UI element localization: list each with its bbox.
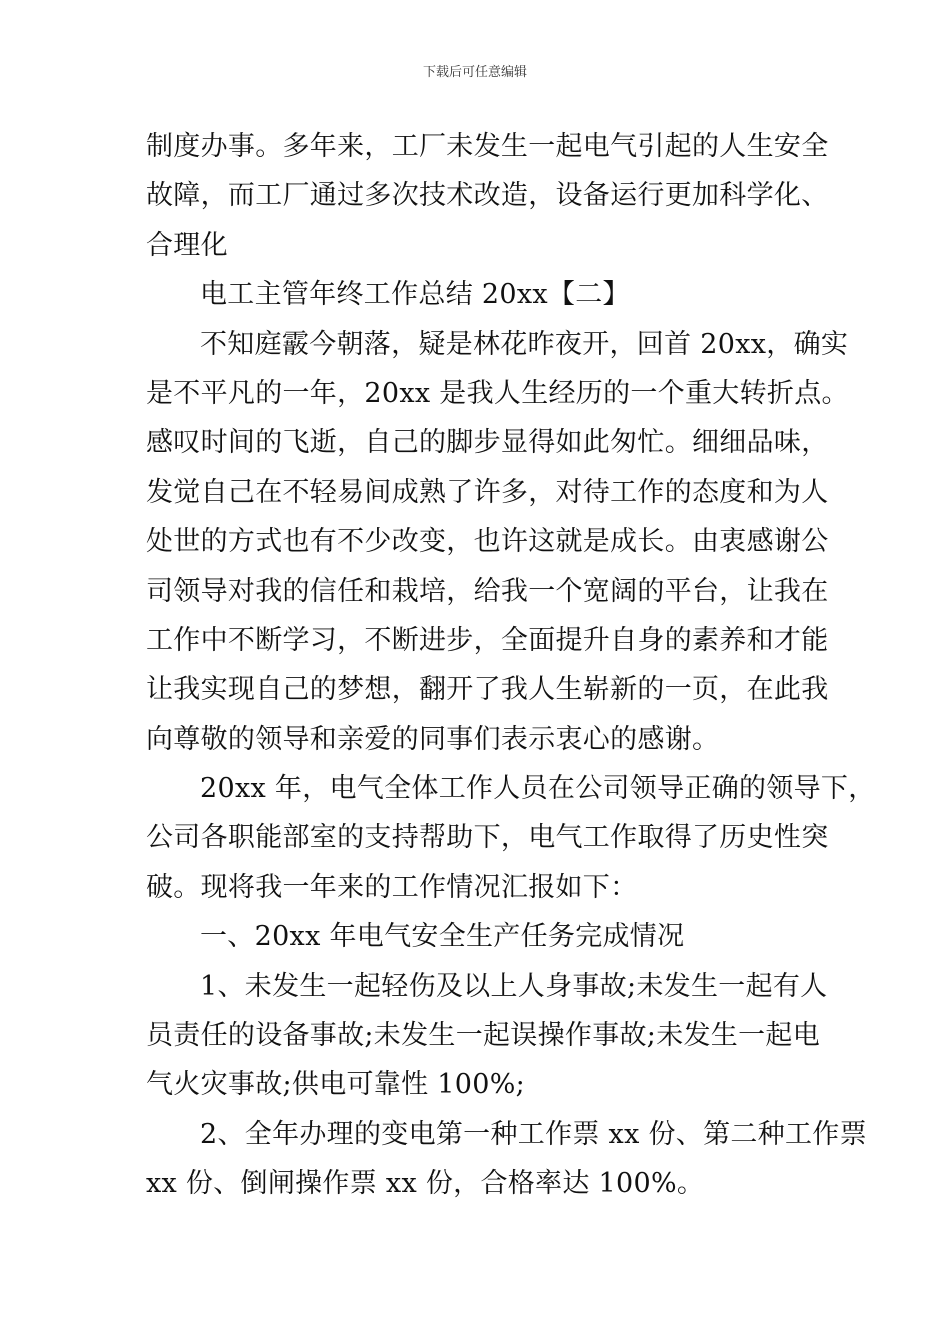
page-header-note: 下载后可任意编辑 [422, 65, 527, 80]
text-line: 合理化 [146, 229, 228, 261]
text-line: 故障，而工厂通过多次技术改造，设备运行更加科学化、 [146, 180, 829, 212]
text-line: 发觉自己在不轻易间成熟了许多，对待工作的态度和为人 [146, 476, 829, 508]
text-line: 是不平凡的一年，20xx 是我人生经历的一个重大转折点。 [146, 377, 849, 409]
text-line: 向尊敬的领导和亲爱的同事们表示衷心的感谢。 [146, 723, 720, 755]
text-line: 1、未发生一起轻伤及以上人身事故;未发生一起有人 [200, 970, 828, 1002]
text-line: 工作中不断学习，不断进步，全面提升自身的素养和才能 [146, 624, 829, 656]
text-line: 不知庭霰今朝落，疑是林花昨夜开，回首 20xx，确实 [200, 328, 849, 360]
text-line: 司领导对我的信任和栽培，给我一个宽阔的平台，让我在 [146, 575, 829, 607]
text-line: 破。现将我一年来的工作情况汇报如下： [146, 871, 638, 903]
text-line: 员责任的设备事故;未发生一起误操作事故;未发生一起电 [146, 1020, 820, 1052]
text-line: 2、全年办理的变电第一种工作票 xx 份、第二种工作票 [200, 1118, 867, 1150]
section-heading: 电工主管年终工作总结 20xx【二】 [200, 279, 630, 311]
text-line: 公司各职能部室的支持帮助下，电气工作取得了历史性突 [146, 822, 829, 854]
section-heading: 一、20xx 年电气安全生产任务完成情况 [200, 921, 685, 953]
text-line: 气火灾事故;供电可靠性 100%; [146, 1069, 526, 1101]
text-line: 制度办事。多年来，工厂未发生一起电气引起的人生安全 [146, 131, 829, 162]
text-line: 让我实现自己的梦想，翻开了我人生崭新的一页，在此我 [146, 674, 829, 706]
text-line: 20xx 年，电气全体工作人员在公司领导正确的领导下， [200, 773, 876, 805]
text-line: 处世的方式也有不少改变，也许这就是成长。由衷感谢公 [146, 526, 829, 558]
document-body [146, 122, 876, 1209]
text-line: 感叹时间的飞逝，自己的脚步显得如此匆忙。细细品味， [146, 427, 829, 459]
text-line: xx 份、倒闸操作票 xx 份，合格率达 100%。 [146, 1168, 705, 1200]
